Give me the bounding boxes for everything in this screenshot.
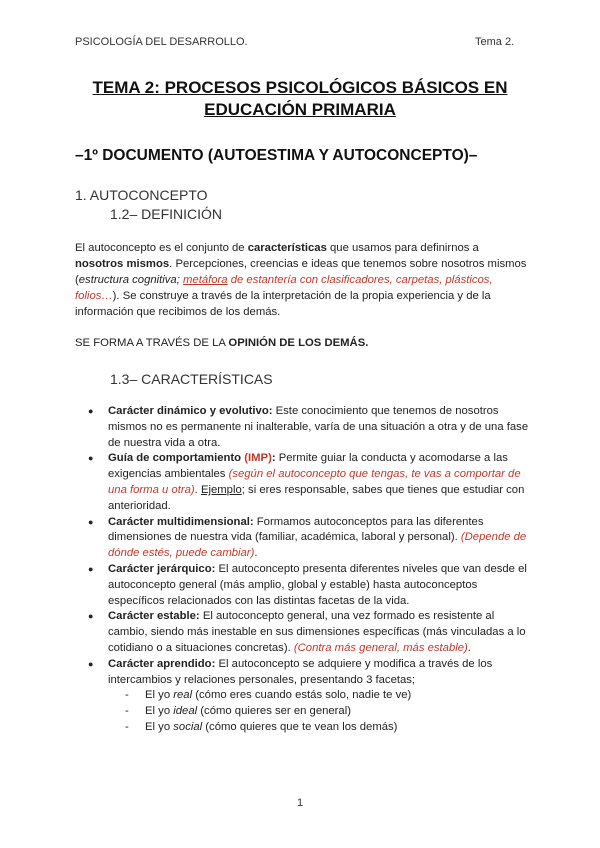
- subsection-heading-definicion: 1.2– DEFINICIÓN: [110, 206, 223, 222]
- page-title-line-2: EDUCACIÓN PRIMARIA: [204, 100, 396, 119]
- text-span: que usamos para definirnos a: [326, 242, 479, 254]
- italic-span: real: [173, 689, 193, 702]
- sublist-item: [108, 704, 535, 720]
- italic-span: ideal: [173, 705, 198, 718]
- text-span: Formamos autoconceptos para las diferentes dimensiones de nuestra vida (familiar, académica, laboral y personal).: [108, 515, 484, 544]
- bold-span: Carácter estable:: [108, 610, 200, 623]
- text-span: .: [194, 483, 201, 496]
- imp-red-span: (IMP): [244, 452, 272, 465]
- list-item: [75, 515, 535, 562]
- bold-span: características: [247, 242, 327, 254]
- italic-span: estructura cognitiva;: [78, 274, 183, 286]
- sublist-item: [108, 688, 535, 704]
- list-item: [75, 609, 535, 656]
- text-span: El yo: [145, 720, 174, 733]
- bold-span: Carácter dinámico y evolutivo:: [108, 405, 273, 417]
- bold-span: OPINIÓN DE LOS DEMÁS.: [228, 337, 369, 349]
- text-span: El yo: [145, 705, 174, 718]
- italic-red-span: (según el autoconcepto que tengas, te vas a comportar de una forma u otra): [108, 468, 521, 496]
- characteristics-list: [75, 404, 535, 736]
- underlined-span: Ejemplo: [200, 483, 242, 496]
- italic-red-underlined-span: metáfora: [183, 274, 228, 286]
- list-item: [75, 562, 535, 609]
- definition-paragraph: [75, 240, 530, 320]
- text-span: El autoconcepto presenta diferentes niveles que van desde el autoconcepto general (más amplio, global y estable) hasta autoconceptos específicos relacionados con las distintas facetas de la vida.: [108, 562, 527, 607]
- text-span: El autoconcepto es el conjunto de: [75, 242, 248, 254]
- subsection-heading-caracteristicas: 1.3– CARACTERÍSTICAS: [110, 371, 273, 387]
- text-span: . Percepciones, creencias e ideas que tenemos sobre nosotros mismos (: [75, 258, 527, 286]
- list-item: [75, 657, 535, 736]
- text-span: El autoconcepto se adquiere y modifica a través de los intercambios y relaciones personales, presentando 3 facetas;: [108, 657, 493, 686]
- page-number: 1: [296, 797, 304, 809]
- text-span: SE FORMA A TRAVÉS DE LA: [75, 337, 229, 349]
- text-span: (cómo quieres ser en general): [197, 705, 351, 718]
- italic-red-span: (Contra más general, más estable): [293, 641, 468, 654]
- section-heading-autoconcepto: 1. AUTOCONCEPTO: [75, 187, 208, 203]
- document-heading: –1º DOCUMENTO (AUTOESTIMA Y AUTOCONCEPTO)–: [75, 147, 478, 164]
- text-span: .: [254, 547, 258, 560]
- sublist-item: [108, 720, 535, 736]
- italic-red-span: de estantería con clasificadores, carpetas, plásticos, folios…: [75, 274, 493, 302]
- list-item: [75, 451, 535, 514]
- opinion-paragraph: [75, 335, 530, 351]
- text-span: .: [467, 641, 471, 654]
- list-item: [75, 404, 535, 451]
- bold-span: Carácter jerárquico:: [108, 562, 216, 575]
- header-course-title: PSICOLOGÍA DEL DESARROLLO.: [75, 36, 248, 48]
- text-span: Permite guiar la conducta y acomodarse a las exigencias ambientales: [108, 452, 508, 481]
- bold-span: Carácter aprendido:: [108, 657, 216, 670]
- text-span: Este conocimiento que tenemos de nosotros mismos no es permanente ni inalterable, varía de una situación a otra y de una fase de nuestra vida a otra.: [108, 405, 529, 449]
- text-span: (cómo quieres que te vean los demás): [202, 720, 398, 733]
- bold-span: Guía de comportamiento: [108, 452, 245, 465]
- text-span: El yo: [145, 689, 174, 702]
- text-span: (cómo eres cuando estás solo, nadie te ve): [192, 689, 412, 702]
- bold-span: :: [271, 452, 276, 465]
- facets-sublist: [108, 688, 535, 735]
- page-title-line-1: TEMA 2: PROCESOS PSICOLÓGICOS BÁSICOS EN: [92, 78, 508, 97]
- text-span: ). Se construye a través de la interpretación de la propia experiencia y de la información que recibimos de los demás.: [75, 290, 491, 318]
- italic-red-span: (Depende de dónde estés, puede cambiar): [108, 531, 527, 560]
- bold-span: nosotros mismos: [75, 258, 170, 270]
- italic-span: social: [173, 720, 203, 733]
- bold-span: Carácter multidimensional:: [108, 515, 254, 528]
- header-topic: Tema 2.: [475, 36, 515, 48]
- text-span: El autoconcepto general, una vez formado es resistente al cambio, siendo más inestable en sus dimensiones específicas (más vinculadas a lo cotidiano o a situaciones concretas).: [108, 610, 526, 654]
- text-span: ; si eres responsable, sabes que tienes que estudiar con anterioridad.: [108, 483, 525, 512]
